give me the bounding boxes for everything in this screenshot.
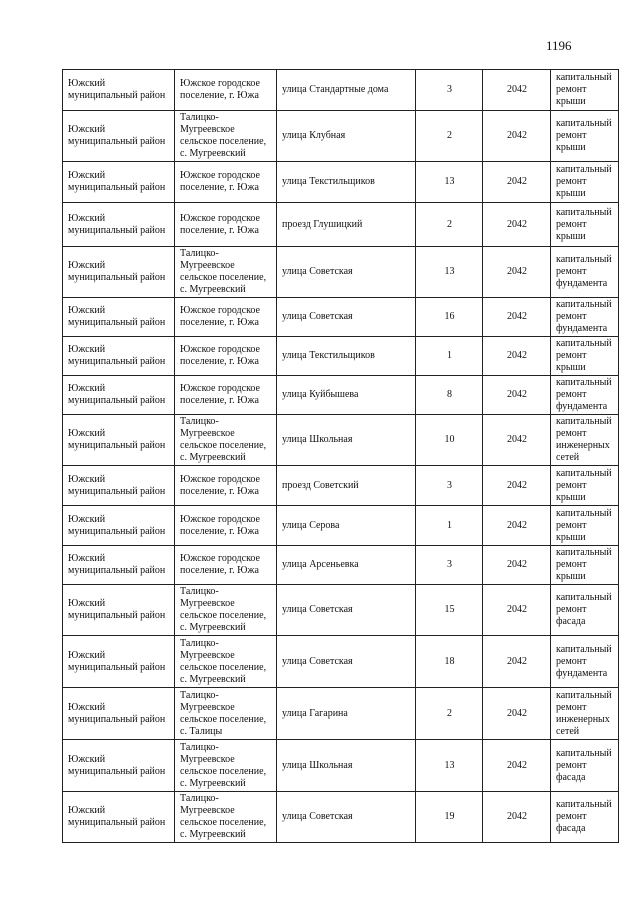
settlement-cell: Талицко-Мугреевское сельское поселение, с. Мугреевский	[175, 247, 277, 298]
house-number-cell: 18	[416, 636, 483, 688]
district-cell: Южский муниципальный район	[63, 111, 175, 162]
street-cell: улица Текстильщиков	[277, 162, 416, 203]
table-row	[63, 111, 619, 162]
planned-year-cell: 2042	[483, 337, 551, 376]
work-type-cell: капитальный ремонт крыши	[551, 111, 619, 162]
planned-year-cell: 2042	[483, 546, 551, 585]
district-cell: Южский муниципальный район	[63, 506, 175, 546]
district-cell: Южский муниципальный район	[63, 203, 175, 247]
table-row	[63, 70, 619, 111]
street-cell: улица Гагарина	[277, 688, 416, 740]
register-table-body	[63, 70, 619, 843]
planned-year-cell: 2042	[483, 585, 551, 636]
work-type-cell: капитальный ремонт крыши	[551, 337, 619, 376]
street-cell: улица Советская	[277, 792, 416, 843]
street-cell: улица Советская	[277, 298, 416, 337]
house-number-cell: 13	[416, 740, 483, 792]
page-number: 1196	[546, 38, 572, 53]
settlement-cell: Талицко-Мугреевское сельское поселение, с. Мугреевский	[175, 415, 277, 466]
district-cell: Южский муниципальный район	[63, 70, 175, 111]
street-cell: улица Серова	[277, 506, 416, 546]
district-cell: Южский муниципальный район	[63, 688, 175, 740]
house-number-cell: 8	[416, 376, 483, 415]
register-table	[62, 69, 619, 843]
district-cell: Южский муниципальный район	[63, 162, 175, 203]
district-cell: Южский муниципальный район	[63, 247, 175, 298]
table-row	[63, 792, 619, 843]
settlement-cell: Южское городское поселение, г. Южа	[175, 298, 277, 337]
work-type-cell: капитальный ремонт крыши	[551, 162, 619, 203]
table-row	[63, 298, 619, 337]
settlement-cell: Южское городское поселение, г. Южа	[175, 506, 277, 546]
settlement-cell: Талицко-Мугреевское сельское поселение, с. Мугреевский	[175, 740, 277, 792]
work-type-cell: капитальный ремонт фундамента	[551, 298, 619, 337]
house-number-cell: 2	[416, 688, 483, 740]
planned-year-cell: 2042	[483, 298, 551, 337]
settlement-cell: Южское городское поселение, г. Южа	[175, 203, 277, 247]
work-type-cell: капитальный ремонт фасада	[551, 740, 619, 792]
street-cell: улица Стандартные дома	[277, 70, 416, 111]
district-cell: Южский муниципальный район	[63, 740, 175, 792]
district-cell: Южский муниципальный район	[63, 636, 175, 688]
district-cell: Южский муниципальный район	[63, 298, 175, 337]
house-number-cell: 1	[416, 506, 483, 546]
planned-year-cell: 2042	[483, 792, 551, 843]
planned-year-cell: 2042	[483, 740, 551, 792]
district-cell: Южский муниципальный район	[63, 792, 175, 843]
table-row	[63, 162, 619, 203]
planned-year-cell: 2042	[483, 247, 551, 298]
street-cell: улица Куйбышева	[277, 376, 416, 415]
table-row	[63, 585, 619, 636]
house-number-cell: 15	[416, 585, 483, 636]
house-number-cell: 1	[416, 337, 483, 376]
work-type-cell: капитальный ремонт инженерных сетей	[551, 415, 619, 466]
street-cell: проезд Глушицкий	[277, 203, 416, 247]
table-row	[63, 546, 619, 585]
work-type-cell: капитальный ремонт фундамента	[551, 376, 619, 415]
settlement-cell: Талицко-Мугреевское сельское поселение, с. Талицы	[175, 688, 277, 740]
work-type-cell: капитальный ремонт крыши	[551, 70, 619, 111]
house-number-cell: 2	[416, 203, 483, 247]
table-row	[63, 203, 619, 247]
house-number-cell: 13	[416, 162, 483, 203]
district-cell: Южский муниципальный район	[63, 585, 175, 636]
street-cell: улица Клубная	[277, 111, 416, 162]
planned-year-cell: 2042	[483, 506, 551, 546]
planned-year-cell: 2042	[483, 636, 551, 688]
district-cell: Южский муниципальный район	[63, 546, 175, 585]
settlement-cell: Талицко-Мугреевское сельское поселение, с. Мугреевский	[175, 585, 277, 636]
district-cell: Южский муниципальный район	[63, 466, 175, 506]
work-type-cell: капитальный ремонт фасада	[551, 792, 619, 843]
table-row	[63, 688, 619, 740]
table-row	[63, 376, 619, 415]
house-number-cell: 10	[416, 415, 483, 466]
house-number-cell: 3	[416, 546, 483, 585]
planned-year-cell: 2042	[483, 376, 551, 415]
table-row	[63, 740, 619, 792]
settlement-cell: Южское городское поселение, г. Южа	[175, 546, 277, 585]
work-type-cell: капитальный ремонт фасада	[551, 585, 619, 636]
planned-year-cell: 2042	[483, 162, 551, 203]
house-number-cell: 19	[416, 792, 483, 843]
house-number-cell: 3	[416, 466, 483, 506]
settlement-cell: Талицко-Мугреевское сельское поселение, с. Мугреевский	[175, 792, 277, 843]
planned-year-cell: 2042	[483, 688, 551, 740]
house-number-cell: 16	[416, 298, 483, 337]
work-type-cell: капитальный ремонт инженерных сетей	[551, 688, 619, 740]
district-cell: Южский муниципальный район	[63, 376, 175, 415]
planned-year-cell: 2042	[483, 466, 551, 506]
table-row	[63, 636, 619, 688]
work-type-cell: капитальный ремонт крыши	[551, 506, 619, 546]
street-cell: улица Текстильщиков	[277, 337, 416, 376]
district-cell: Южский муниципальный район	[63, 415, 175, 466]
district-cell: Южский муниципальный район	[63, 337, 175, 376]
work-type-cell: капитальный ремонт крыши	[551, 466, 619, 506]
work-type-cell: капитальный ремонт фундамента	[551, 636, 619, 688]
work-type-cell: капитальный ремонт крыши	[551, 546, 619, 585]
table-row	[63, 247, 619, 298]
street-cell: улица Арсеньевка	[277, 546, 416, 585]
settlement-cell: Талицко-Мугреевское сельское поселение, с. Мугреевский	[175, 111, 277, 162]
planned-year-cell: 2042	[483, 415, 551, 466]
street-cell: улица Советская	[277, 247, 416, 298]
street-cell: улица Школьная	[277, 415, 416, 466]
settlement-cell: Южское городское поселение, г. Южа	[175, 70, 277, 111]
street-cell: улица Школьная	[277, 740, 416, 792]
house-number-cell: 3	[416, 70, 483, 111]
street-cell: проезд Советский	[277, 466, 416, 506]
street-cell: улица Советская	[277, 585, 416, 636]
table-row	[63, 415, 619, 466]
work-type-cell: капитальный ремонт фундамента	[551, 247, 619, 298]
house-number-cell: 13	[416, 247, 483, 298]
planned-year-cell: 2042	[483, 203, 551, 247]
table-row	[63, 337, 619, 376]
street-cell: улица Советская	[277, 636, 416, 688]
table-row	[63, 466, 619, 506]
planned-year-cell: 2042	[483, 70, 551, 111]
settlement-cell: Южское городское поселение, г. Южа	[175, 337, 277, 376]
settlement-cell: Южское городское поселение, г. Южа	[175, 162, 277, 203]
work-type-cell: капитальный ремонт крыши	[551, 203, 619, 247]
settlement-cell: Южское городское поселение, г. Южа	[175, 376, 277, 415]
planned-year-cell: 2042	[483, 111, 551, 162]
settlement-cell: Талицко-Мугреевское сельское поселение, с. Мугреевский	[175, 636, 277, 688]
settlement-cell: Южское городское поселение, г. Южа	[175, 466, 277, 506]
table-row	[63, 506, 619, 546]
house-number-cell: 2	[416, 111, 483, 162]
